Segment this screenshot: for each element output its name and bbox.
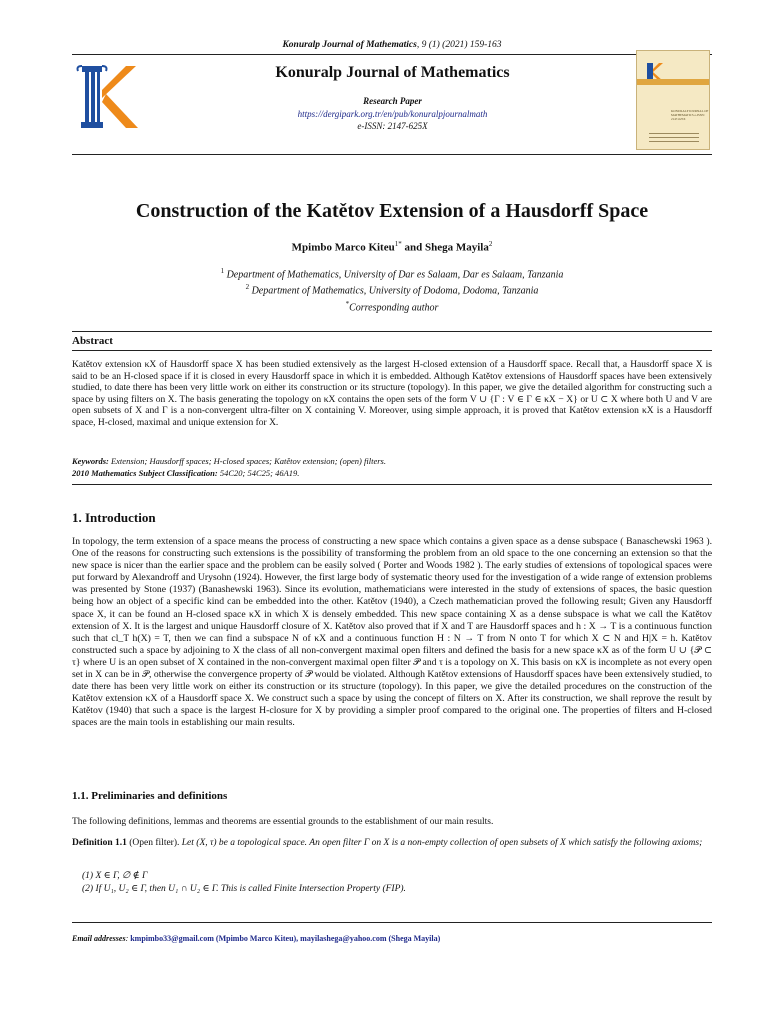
cover-line bbox=[649, 133, 699, 134]
abstract-rule-top bbox=[72, 331, 712, 332]
journal-title: Konuralp Journal of Mathematics bbox=[275, 64, 510, 81]
msc-classification: 2010 Mathematics Subject Classification: 54C20; 54C25; 46A19. bbox=[72, 468, 300, 478]
email-links[interactable]: kmpimbo33@gmail.com (Mpimbo Marco Kiteu), mayilashega@yahoo.com (Shega Mayila) bbox=[130, 934, 441, 943]
affiliations bbox=[72, 265, 712, 314]
definition-1-1: Definition 1.1 (Open filter). Let (X, τ) be a topological space. An open filter Γ on X is a non-empty collection of open subsets of X which satisfy the following axioms; bbox=[72, 838, 703, 848]
abstract-rule-under bbox=[72, 350, 712, 351]
cover-band bbox=[637, 79, 710, 85]
issn: e-ISSN: 2147-625X bbox=[357, 121, 428, 131]
abstract-rule-bottom bbox=[72, 484, 712, 485]
header-meta bbox=[160, 95, 625, 133]
journal-url[interactable]: https://dergipark.org.tr/en/pub/konuralpjournalmath bbox=[297, 108, 488, 119]
footer-rule bbox=[72, 922, 712, 923]
subsection-heading-preliminaries: 1.1. Preliminaries and definitions bbox=[72, 790, 228, 802]
header-rule-top bbox=[72, 54, 712, 55]
cover-line bbox=[649, 141, 699, 142]
paper-type: Research Paper bbox=[363, 96, 422, 106]
header-citation: Konuralp Journal of Mathematics, 9 (1) (2021) 159-163 bbox=[282, 40, 502, 50]
introduction-text: In topology, the term extension of a space means the process of constructing a new space which contains a given space as a dense subspace ( Banaschewski 1963 ). One of the reasons for constructing such extensions is the possibility of transforming the problem from an old space to the one concerning an extension so that the new space is nicer than the earlier space and the problem can be easily solved ( Porter and Woods 1982 ). The early studies of extensions of topological spaces were put forward by Alexandroff and Urysohn (1924). However, the first large body of systematic theory used for the investigation of a wide range of extension problems was presented by Stone (1937) (Banashewski 1963). Since its evolution, mathematicians were interested in the study of extensions of spaces, the basic question being how an object of a specific kind can be embedded into the other. Katětov (1940), a Czech mathematician proved the following result; Given any Hausdorff space X, it can be found an H-closed space κX in which X is densely embedded. This new space containing X as a dense subspace is what we call the Katětov extension of X. It is the largest and unique Hausdorff closure of X. Katětov also proved that if X and T are Hausdorff spaces and h : X → T is a continuous function such that cl_T h(X) = T, then we can find a subspace N of κX and a continuous function H : N → T from N onto T for which X ⊂ N and H|X = h. Katětov constructed such a space by adjoining to X the class of all non-convergent maximal open filters and defined the basis for a new space κX as of the form U ∪ {𝒫 ⊂ τ} where U is an open subset of X contained in the non-convergent maximal open filter 𝒫 and τ is a topology on X. This basis on κX is incomplete as not every open set in X can be in 𝒫, otherwise the convergence property of 𝒫 would be violated. Although Katětov extensions of Hausdorff spaces have been extensively studied, to date there has been very little work on either its construction or its structure (topology). In this paper, we give the detailed procedures on the construction of the Katětov extension κX of a Hausdorff space X. We construct such a space by using the concept of filters on X. After its construction, we shall reprove the result by Katětov (1940) that such a space is the largest H-closure for X by providing a simpler proof compared to the original one. The properties of filters and H-closed spaces are the main tools in establishing our main results. bbox=[72, 536, 712, 729]
affiliation-1: $^1$ Department of Mathematics, University of Dar es Salaam, Dar es Salaam, Tanzania bbox=[220, 267, 564, 281]
corresponding-author: *Corresponding author bbox=[345, 299, 439, 313]
keywords: Keywords: Extension; Hausdorff spaces; H-closed spaces; Katětov extension; (open) filters. bbox=[72, 456, 386, 466]
cover-line bbox=[649, 137, 699, 138]
paper-title: Construction of the Katětov Extension of a Hausdorff Space bbox=[135, 200, 649, 222]
journal-logo bbox=[76, 60, 140, 132]
definition-item-2: (2) If U₁, U₂ ∈ Γ, then U₁ ∩ U₂ ∈ Γ. This is called Finite Intersection Property (FIP). bbox=[82, 884, 406, 894]
header-rule-bottom bbox=[72, 154, 712, 155]
section-heading-introduction: 1. Introduction bbox=[72, 510, 156, 525]
abstract-text: Katětov extension κX of Hausdorff space X has been studied extensively as the largest H-closed extension of a Hausdorff space. Recall that, a Hausdorff space X is said to be an H-closed space if it is closed in every Hausdorff space in which it is embedded. Although Katětov extensions of Hausdorff spaces have been extensively studied, to date there has been very little work on either its construction or its structure (topology). In this paper, we give the detailed algorithm for constructing such a space by using filters on X. The basis generating the topology on κX contains the open sets of the form V ∪ {Γ : V ∈ Γ ∈ κX − X} or U ⊂ X where both U and V are open subsets of X and Γ is a non-convergent ultra-filter on X containing V. Moreover, using simple approach, it is proved that Katětov extension κX is a Hausdorff space, H-closed, maximal and unique extension for X. bbox=[72, 360, 712, 428]
journal-cover-thumbnail bbox=[636, 50, 710, 150]
preliminaries-text: The following definitions, lemmas and theorems are essential grounds to the establishment of our main results. bbox=[72, 817, 494, 827]
authors: Mpimbo Marco Kiteu$^{1*}$ and Shega Mayila$^2$ bbox=[291, 240, 493, 254]
affiliation-2: $^2$ Department of Mathematics, University of Dodoma, Dodoma, Tanzania bbox=[245, 283, 539, 297]
footer-email-addresses: Email addresses: kmpimbo33@gmail.com (Mpimbo Marco Kiteu), mayilashega@yahoo.com (Shega Mayila) bbox=[72, 934, 441, 943]
cover-text: KONURALP JOURNAL OF MATHEMATICS e-ISSN: 2147-625X bbox=[671, 109, 709, 121]
definition-item-1: (1) X ∈ Γ, ∅ ∉ Γ bbox=[82, 871, 148, 881]
abstract-heading: Abstract bbox=[72, 335, 113, 347]
